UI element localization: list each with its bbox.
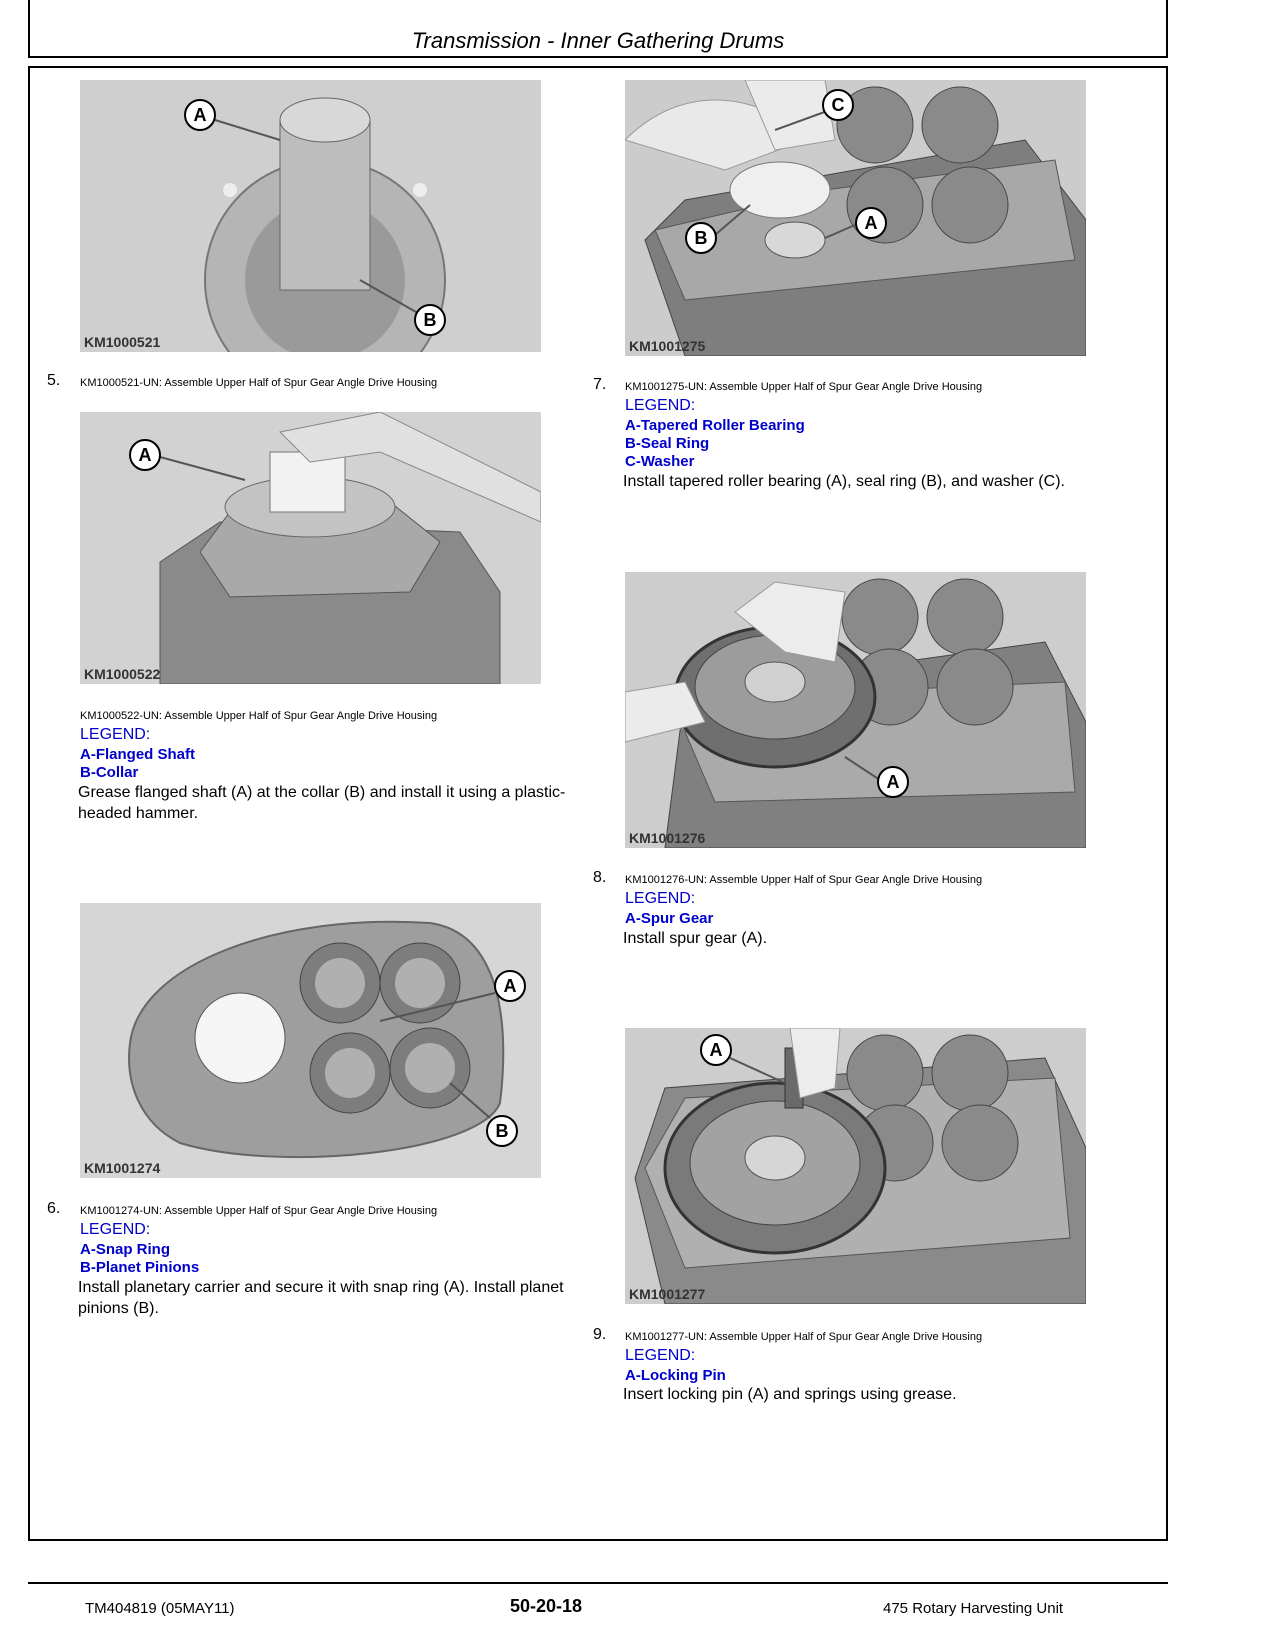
figure-illustration (80, 903, 541, 1178)
figure-caption: KM1000521-UN: Assemble Upper Half of Spur Gear Angle Drive Housing (80, 377, 438, 389)
legend-item: A-Flanged Shaft (80, 746, 195, 763)
figure-illustration (80, 412, 541, 684)
step-number: 5. (47, 372, 61, 389)
figure-km1001276 (625, 572, 1086, 848)
figure-illustration (625, 1028, 1086, 1304)
legend-heading: LEGEND: (625, 397, 696, 414)
instruction-text: Insert locking pin (A) and springs using grease. (623, 1386, 957, 1403)
figure-km1000522 (80, 412, 541, 684)
figure-km1000521 (80, 80, 541, 352)
figure-id: KM1001274 (84, 1160, 161, 1176)
figure-km1001275 (625, 80, 1086, 356)
page-header (28, 0, 1168, 58)
legend-heading: LEGEND: (80, 726, 151, 743)
callout-c: C (831, 95, 845, 115)
instruction-text: Install spur gear (A). (623, 930, 768, 947)
figure-id: KM1000522 (84, 666, 161, 682)
step-number: 6. (47, 1200, 61, 1217)
instruction-text: Install planetary carrier and secure it with snap ring (A). Install planet pinions (B). (78, 1279, 564, 1317)
figure-illustration (80, 80, 541, 352)
step-number: 8. (593, 869, 607, 886)
callout-a: A (864, 213, 878, 233)
figure-caption: KM1001275-UN: Assemble Upper Half of Spur Gear Angle Drive Housing (625, 381, 983, 393)
figure-caption: KM1000522-UN: Assemble Upper Half of Spur Gear Angle Drive Housing (80, 710, 438, 722)
figure-id: KM1001275 (629, 338, 706, 354)
step-number: 7. (593, 376, 607, 393)
page-title: Transmission - Inner Gathering Drums (411, 28, 785, 53)
step-number: 9. (593, 1326, 607, 1343)
callout-b: B (423, 310, 437, 330)
callout-b: B (694, 228, 708, 248)
footer-divider (28, 1582, 1168, 1584)
figure-km1001277 (625, 1028, 1086, 1304)
figure-id: KM1000521 (84, 334, 161, 350)
callout-a: A (193, 105, 207, 125)
legend-heading: LEGEND: (625, 1347, 696, 1364)
figure-caption: KM1001277-UN: Assemble Upper Half of Spur Gear Angle Drive Housing (625, 1331, 983, 1343)
figure-km1001274 (80, 903, 541, 1178)
legend-item: B-Seal Ring (625, 435, 710, 452)
figure-id: KM1001276 (629, 830, 706, 846)
footer-product: 475 Rotary Harvesting Unit (883, 1600, 1064, 1617)
callout-b: B (495, 1121, 509, 1141)
legend-heading: LEGEND: (625, 890, 696, 907)
callout-a: A (503, 976, 517, 996)
figure-illustration (625, 572, 1086, 848)
legend-heading: LEGEND: (80, 1221, 151, 1238)
callout-a: A (886, 772, 900, 792)
legend-item: A-Locking Pin (625, 1367, 726, 1384)
figure-illustration (625, 80, 1086, 356)
legend-item: A-Spur Gear (625, 910, 714, 927)
figure-caption: KM1001274-UN: Assemble Upper Half of Spur Gear Angle Drive Housing (80, 1205, 438, 1217)
legend-item: A-Tapered Roller Bearing (625, 417, 805, 434)
legend-item: B-Planet Pinions (80, 1259, 200, 1276)
callout-a: A (709, 1040, 723, 1060)
instruction-text: Grease flanged shaft (A) at the collar (B) and install it using a plastic-headed hammer. (78, 784, 566, 822)
legend-item: C-Washer (625, 453, 695, 470)
instruction-text: Install tapered roller bearing (A), seal ring (B), and washer (C). (623, 473, 1065, 490)
callout-a: A (138, 445, 152, 465)
footer-page-number: 50-20-18 (510, 1596, 583, 1616)
legend-item: B-Collar (80, 764, 139, 781)
figure-caption: KM1001276-UN: Assemble Upper Half of Spur Gear Angle Drive Housing (625, 874, 983, 886)
footer-doc-id: TM404819 (05MAY11) (85, 1600, 235, 1617)
figure-id: KM1001277 (629, 1286, 706, 1302)
legend-item: A-Snap Ring (80, 1241, 170, 1258)
